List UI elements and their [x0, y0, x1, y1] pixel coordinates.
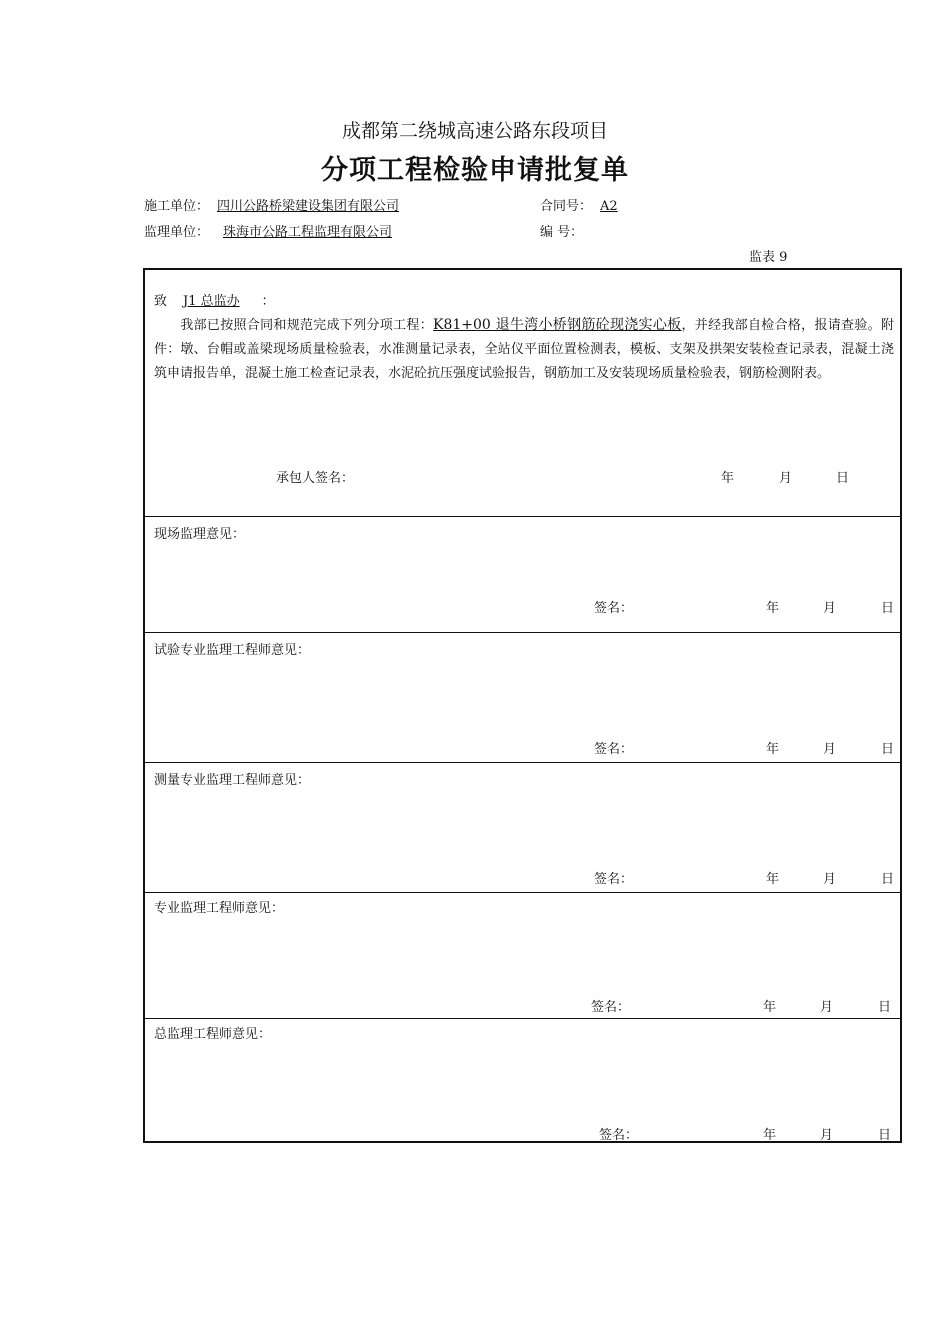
attachments-text: 附件：墩、台帽或盖梁现场质量检验表，水准测量记录表，全站仪平面位置检测表，模板、支架及拱架安装检查记录表，混凝土浇筑申请报告单，混凝土施工检查记录表，水泥砼抗压强度试验报告，钢筋加工及安装现场质量检验表，钢筋检测附表。: [154, 318, 894, 381]
opinion-label: 专业监理工程师意见：: [154, 901, 285, 916]
day-label: 日: [881, 601, 895, 616]
contractor-signature-label: 承包人签名：: [276, 471, 355, 486]
specialist-engineer-section: [145, 893, 900, 1019]
contract-no-value: A2: [600, 199, 618, 214]
chief-engineer-section: [145, 1019, 900, 1143]
contractor-value: 四川公路桥梁建设集团有限公司: [217, 199, 400, 214]
survey-engineer-section: [145, 763, 900, 893]
request-text-prefix: 我部已按照合同和规范完成下列分项工程：: [180, 318, 433, 333]
month-label: 月: [820, 1000, 834, 1015]
signature-label: 签名：: [591, 1000, 631, 1015]
contractor-row: [144, 195, 403, 214]
year-label: 年: [766, 742, 780, 757]
approval-form-table: [143, 268, 902, 1143]
signature-label: 签名：: [594, 742, 634, 757]
project-name: 成都第二绕城高速公路东段项目: [341, 120, 608, 142]
day-label: 日: [878, 1000, 892, 1015]
to-value: J1 总监办: [183, 294, 240, 309]
to-label: 致: [154, 294, 168, 309]
page-title: 分项工程检验申请批复单: [321, 155, 629, 186]
contract-no-label: 合同号：: [540, 199, 593, 214]
serial-label: 编 号：: [540, 225, 584, 240]
test-engineer-section: [145, 633, 900, 763]
year-label: 年: [766, 872, 780, 887]
request-month: 月: [779, 471, 793, 486]
month-label: 月: [823, 872, 837, 887]
signature-label: 签名：: [599, 1128, 639, 1143]
month-label: 月: [820, 1128, 834, 1143]
request-section: [145, 270, 900, 517]
year-label: 年: [763, 1128, 777, 1143]
site-supervisor-section: [145, 517, 900, 633]
request-year: 年: [721, 471, 735, 486]
day-label: 日: [881, 742, 895, 757]
supervisor-label: 监理单位：: [144, 225, 210, 240]
to-suffix: ：: [261, 294, 275, 309]
work-item: K81+00 退牛湾小桥钢筋砼现浇实心板: [433, 317, 682, 333]
serial-row: [540, 221, 625, 240]
form-number: 监表 9: [749, 250, 788, 265]
opinion-label: 总监理工程师意见：: [154, 1027, 272, 1042]
to-line: [154, 290, 275, 309]
supervisor-row: [144, 221, 402, 240]
year-label: 年: [766, 601, 780, 616]
opinion-label: 测量专业监理工程师意见：: [154, 773, 311, 788]
month-label: 月: [823, 742, 837, 757]
contractor-label: 施工单位：: [144, 199, 210, 214]
request-text-suffix: ，并经我部自检合格，报请查验。: [681, 318, 881, 333]
month-label: 月: [823, 601, 837, 616]
request-body: [154, 313, 894, 386]
supervisor-value: 珠海市公路工程监理有限公司: [223, 225, 393, 240]
opinion-label: 现场监理意见：: [154, 527, 246, 542]
contract-no-row: [540, 195, 640, 214]
year-label: 年: [763, 1000, 777, 1015]
signature-label: 签名：: [594, 601, 634, 616]
serial-value: [583, 225, 625, 240]
opinion-label: 试验专业监理工程师意见：: [154, 643, 311, 658]
day-label: 日: [878, 1128, 892, 1143]
request-day: 日: [836, 471, 850, 486]
signature-label: 签名：: [594, 872, 634, 887]
day-label: 日: [881, 872, 895, 887]
